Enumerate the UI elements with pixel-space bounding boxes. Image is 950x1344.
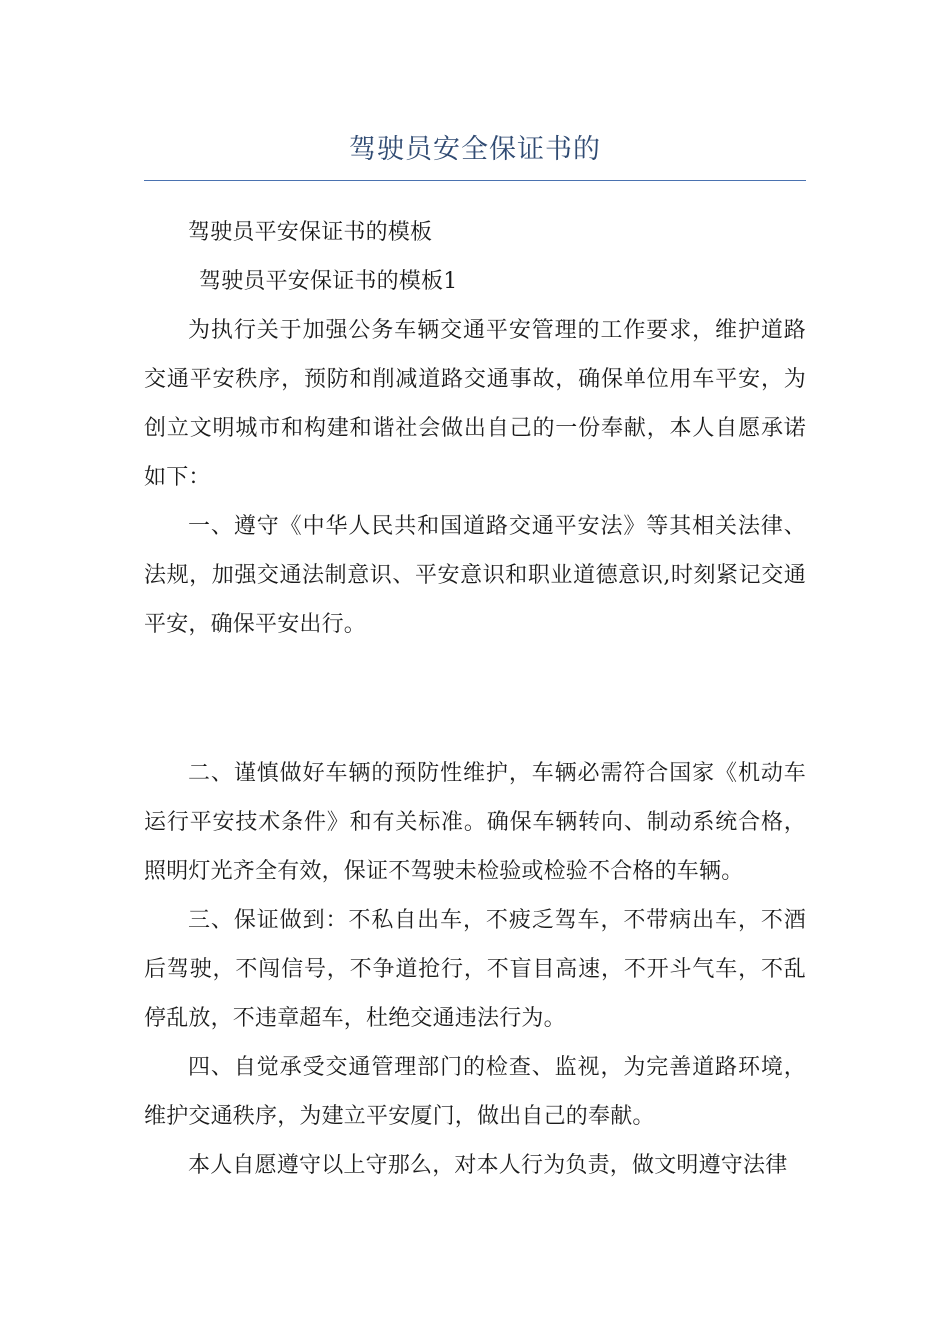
paragraph-item-1: 一、遵守《中华人民共和国道路交通平安法》等其相关法律、法规，加强交通法制意识、平安意识和职业道德意识,时刻紧记交通平安，确保平安出行。 [144, 514, 806, 637]
template-subheading: 驾驶员平安保证书的模板1 [199, 269, 458, 294]
document-body-bottom [144, 749, 806, 1190]
section-heading: 驾驶员平安保证书的模板 [188, 220, 433, 245]
paragraph-closing: 本人自愿遵守以上守那么，对本人行为负责，做文明遵守法律 [188, 1153, 788, 1178]
page-title: 驾驶员安全保证书的 [349, 134, 601, 165]
document-body-top [144, 208, 806, 649]
title-underline [144, 180, 806, 181]
paragraph-item-4: 四、自觉承受交通管理部门的检查、监视，为完善道路环境，维护交通秩序，为建立平安厦门，做出自己的奉献。 [144, 1055, 806, 1129]
paragraph-intro: 为执行关于加强公务车辆交通平安管理的工作要求，维护道路交通平安秩序，预防和削减道路交通事故，确保单位用车平安，为创立文明城市和构建和谐社会做出自己的一份奉献，本人自愿承诺如下： [144, 318, 806, 490]
paragraph-item-3: 三、保证做到：不私自出车，不疲乏驾车，不带病出车，不酒后驾驶，不闯信号，不争道抢行，不盲目高速，不开斗气车，不乱停乱放，不违章超车，杜绝交通违法行为。 [144, 908, 806, 1031]
paragraph-item-2: 二、谨慎做好车辆的预防性维护，车辆必需符合国家《机动车运行平安技术条件》和有关标准。确保车辆转向、制动系统合格，照明灯光齐全有效，保证不驾驶未检验或检验不合格的车辆。 [144, 761, 806, 884]
